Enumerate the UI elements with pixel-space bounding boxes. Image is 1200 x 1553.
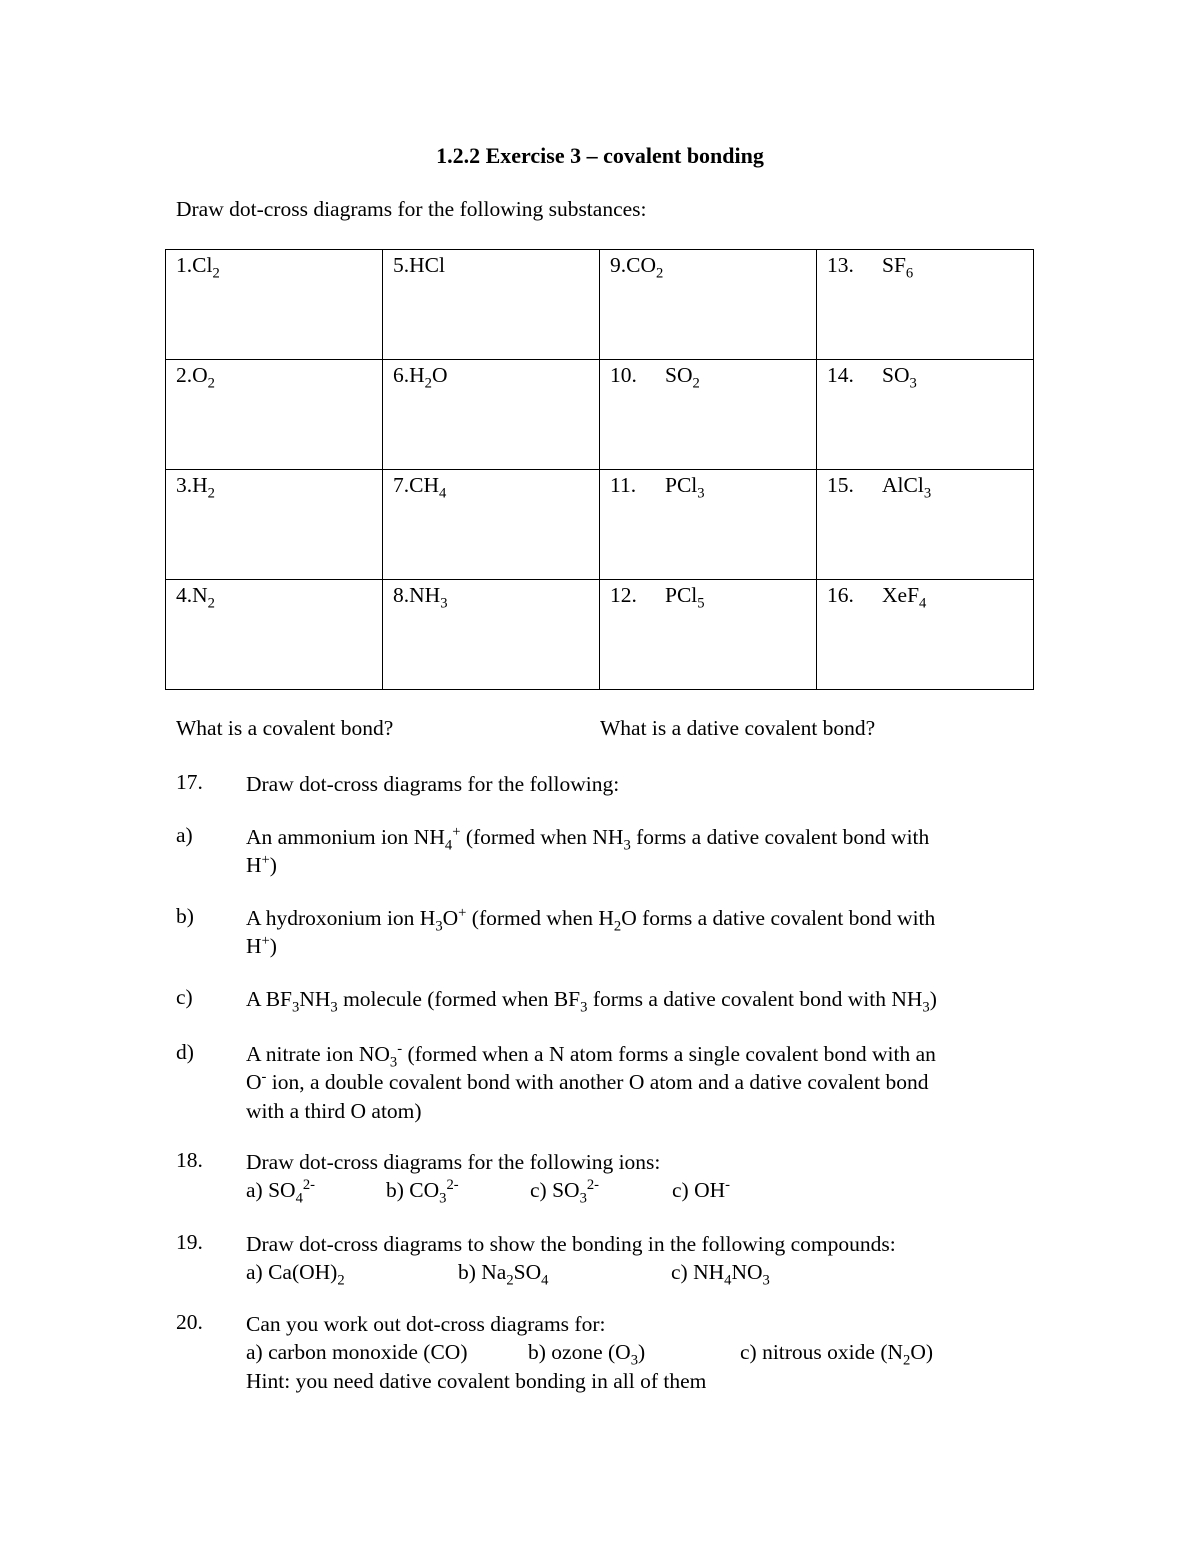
question-text <box>246 1230 896 1287</box>
substance-number: 9. <box>610 253 627 277</box>
question-line: Draw dot-cross diagrams for the following ions: <box>246 1150 661 1174</box>
page-title: 1.2.2 Exercise 3 – covalent bonding <box>436 143 764 168</box>
option-item: c) OH- <box>672 1177 731 1203</box>
grid-row <box>166 250 1034 360</box>
subscript: 3 <box>440 595 448 612</box>
substance-cell <box>383 360 600 470</box>
substance-formula: $H_2O$ <box>409 363 448 392</box>
substance-cell <box>600 360 817 470</box>
substance-cell <box>817 470 1034 580</box>
substance-cell <box>600 250 817 360</box>
substance-number: 12. <box>610 583 637 607</box>
subscript: 4 <box>439 485 447 502</box>
substance-cell <box>166 360 383 470</box>
subscript: 4 <box>919 595 927 612</box>
question-text <box>246 1040 936 1125</box>
option-item: b) $CO_3^{2-}$ <box>386 1177 459 1207</box>
superscript: + <box>261 933 270 950</box>
substance-formula: $NH_3$ <box>409 583 448 612</box>
subscript: 3 <box>435 918 443 935</box>
subscript: 2 <box>656 265 664 282</box>
substance-cell <box>600 470 817 580</box>
substance-formula: $CH_4$ <box>409 473 447 502</box>
substance-cell <box>166 250 383 360</box>
subscript: 4 <box>444 837 453 854</box>
question-text <box>246 823 929 880</box>
subscript: 2 <box>692 375 700 392</box>
substance-formula: $N_2$ <box>192 583 215 612</box>
substance-cell <box>817 580 1034 690</box>
subscript: 2 <box>903 1352 911 1369</box>
subscript: 2 <box>506 1272 514 1289</box>
grid-row <box>166 360 1034 470</box>
subscript: 2 <box>613 918 622 935</box>
question-line: Draw dot-cross diagrams for the following: <box>246 772 620 796</box>
superscript: 2- <box>302 1177 316 1194</box>
substance-number: 6. <box>393 363 410 387</box>
subscript: 3 <box>292 999 300 1016</box>
subscript: 3 <box>330 999 338 1016</box>
subscript: 3 <box>389 1054 398 1071</box>
subscript: 3 <box>630 1352 638 1369</box>
question-number: 19. <box>176 1230 203 1254</box>
substance-number: 10. <box>610 363 637 387</box>
instruction-text: Draw dot-cross diagrams for the following substances: <box>176 197 647 221</box>
substance-formula: AlCl$_3$ <box>882 473 932 502</box>
option-item: a) $Ca(OH)_2$ <box>246 1260 345 1289</box>
substance-cell <box>383 580 600 690</box>
substances-grid <box>165 249 1034 690</box>
substance-number: 5. <box>393 253 410 277</box>
question-number: a) <box>176 823 193 847</box>
question-line: O- ion, a double covalent bond with another O atom and a dative covalent bond <box>246 1069 929 1095</box>
grid-row <box>166 470 1034 580</box>
option-item: b) $Na_2SO_4$ <box>458 1260 549 1289</box>
question-line <box>246 1176 752 1207</box>
substance-number: 2. <box>176 363 193 387</box>
substance-formula: $SO_2$ <box>665 363 700 392</box>
subscript: 5 <box>697 595 705 612</box>
question-line: A nitrate ion $NO_3^-$ (formed when a N atom forms a single covalent bond with an <box>246 1040 936 1071</box>
question-number: 17. <box>176 770 203 794</box>
dative-bond-question: What is a dative covalent bond? <box>600 716 876 740</box>
question-number: 18. <box>176 1148 203 1172</box>
substance-formula: $SF_6$ <box>882 253 914 282</box>
substance-number: 3. <box>176 473 193 497</box>
subscript: 3 <box>909 375 917 392</box>
subscript: 2 <box>207 485 215 502</box>
subscript: 2 <box>207 595 215 612</box>
subscript: 2 <box>212 265 220 282</box>
substance-cell <box>383 250 600 360</box>
substance-formula: XeF$_4$ <box>882 583 927 612</box>
subscript: 3 <box>439 1190 447 1207</box>
substance-number: 14. <box>827 363 854 387</box>
substance-number: 8. <box>393 583 410 607</box>
option-item: c) $NH_4NO_3$ <box>671 1260 770 1289</box>
subscript: 3 <box>623 837 631 854</box>
question-text <box>246 1310 960 1395</box>
subscript: 2 <box>424 375 432 392</box>
substance-number: 7. <box>393 473 410 497</box>
covalent-bond-question: What is a covalent bond? <box>176 716 394 740</box>
substance-number: 13. <box>827 253 854 277</box>
superscript: - <box>397 1040 403 1057</box>
question-text <box>246 904 935 961</box>
substance-number: 1. <box>176 253 193 277</box>
subscript: 4 <box>724 1272 732 1289</box>
subscript: 2 <box>337 1272 345 1289</box>
question-line: Hint: you need dative covalent bonding in all of them <box>246 1368 707 1393</box>
question-line: with a third O atom) <box>246 1098 422 1123</box>
superscript: 2- <box>446 1177 459 1194</box>
option-item: a) $SO_4^{2-}$ <box>246 1177 316 1207</box>
substance-cell <box>600 580 817 690</box>
substance-formula: $Cl_2$ <box>192 253 220 282</box>
question-line: A hydroxonium ion $H_3O^+$ (formed when $H_2O$ forms a dative covalent bond with <box>246 904 936 935</box>
superscript: + <box>261 852 270 869</box>
option-item: b) ozone $(O_3)$ <box>528 1340 646 1369</box>
question-number: b) <box>176 904 194 928</box>
substance-formula: $H_2$ <box>192 473 215 502</box>
option-item: c) $SO_3^{2-}$ <box>530 1177 600 1207</box>
superscript: - <box>261 1069 267 1086</box>
question-line <box>246 1258 896 1289</box>
question-text <box>246 985 937 1016</box>
substance-number: 16. <box>827 583 854 607</box>
substance-cell <box>383 470 600 580</box>
superscript: 2- <box>586 1177 600 1194</box>
question-line <box>246 1338 960 1369</box>
substance-formula: PCl$_3$ <box>665 473 705 502</box>
question-number: c) <box>176 985 193 1009</box>
substance-formula: $CO_2$ <box>626 253 664 282</box>
substance-formula: PCl$_5$ <box>665 583 705 612</box>
substance-number: 4. <box>176 583 193 607</box>
subscript: 3 <box>922 999 930 1016</box>
substance-formula: $SO_3$ <box>882 363 917 392</box>
subscript: 3 <box>923 485 932 502</box>
subscript: 3 <box>762 1272 770 1289</box>
substance-cell <box>166 470 383 580</box>
option-item: c) nitrous oxide $(N_2O)$ <box>740 1340 934 1369</box>
question-line: Can you work out dot-cross diagrams for: <box>246 1312 606 1336</box>
substance-cell <box>166 580 383 690</box>
question-number: d) <box>176 1040 194 1064</box>
superscript: + <box>458 904 467 921</box>
question-line: Draw dot-cross diagrams to show the bonding in the following compounds: <box>246 1232 896 1256</box>
subscript: 3 <box>697 485 705 502</box>
question-text <box>246 770 619 798</box>
question-line: H+) <box>246 852 277 878</box>
question-line: A $BF_3NH_3$ molecule (formed when $BF_3$ forms a dative covalent bond with $NH_3$) <box>246 987 937 1016</box>
option-item: a) carbon monoxide (CO) <box>246 1340 468 1365</box>
question-line: H+) <box>246 933 277 959</box>
substance-number: 11. <box>610 473 637 497</box>
substance-cell <box>817 250 1034 360</box>
question-text <box>246 1148 752 1205</box>
grid-row <box>166 580 1034 690</box>
question-line: An ammonium ion $NH_4^+$ (formed when $NH_3$ forms a dative covalent bond with <box>246 823 930 854</box>
superscript: + <box>452 823 461 840</box>
subscript: 3 <box>580 999 588 1016</box>
substance-cell <box>817 360 1034 470</box>
subscript: 4 <box>541 1272 549 1289</box>
subscript: 4 <box>295 1190 303 1207</box>
substance-formula: $O_2$ <box>192 363 215 392</box>
substance-number: 15. <box>827 473 854 497</box>
substance-formula: HCl <box>409 253 445 277</box>
subscript: 2 <box>207 375 215 392</box>
superscript: - <box>725 1177 731 1194</box>
question-number: 20. <box>176 1310 203 1334</box>
subscript: 6 <box>905 265 914 282</box>
subscript: 3 <box>579 1190 587 1207</box>
